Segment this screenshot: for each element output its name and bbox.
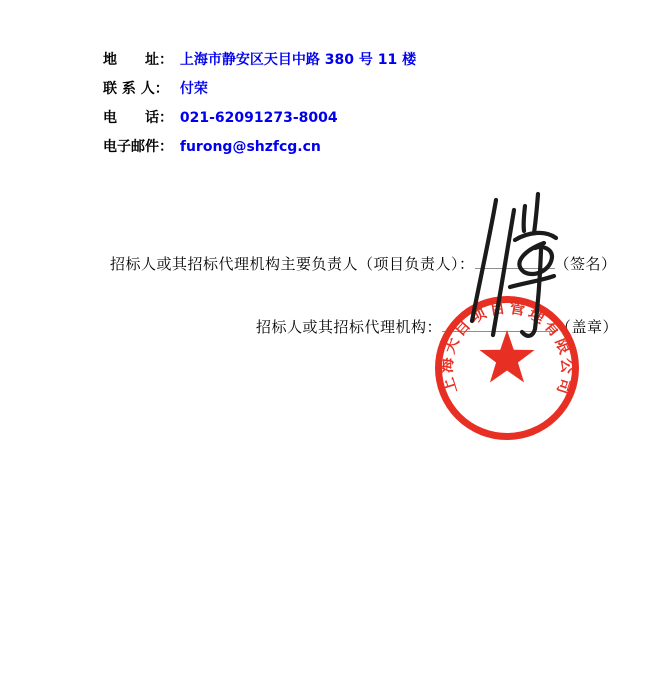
address-value: 上海市静安区天目中路 380 号 11 楼 (179, 52, 417, 68)
stamp-company-text: 上海天目项目管理有限公司 (437, 298, 577, 397)
contact-row-address (103, 46, 416, 75)
handwritten-signature (455, 188, 570, 343)
phone-value: 021-62091273-8004 (179, 110, 338, 126)
seal-suffix-label: （盖章） (556, 318, 619, 336)
contact-block (103, 46, 416, 162)
contact-row-phone (103, 104, 416, 133)
contact-row-email (103, 133, 416, 162)
signature-suffix-label: （签名） (554, 255, 617, 273)
address-label: 地 址： (103, 52, 173, 68)
email-label: 电子邮件： (103, 139, 173, 155)
signature-strokes (472, 194, 556, 336)
contact-row-person (103, 75, 416, 104)
phone-label: 电 话： (103, 110, 173, 126)
agency-label: 招标人或其招标代理机构： (256, 318, 443, 336)
contact-person-label: 联 系 人： (103, 81, 169, 97)
email-value: furong@shzfcg.cn (179, 139, 321, 155)
responsible-person-label: 招标人或其招标代理机构主要负责人（项目负责人）： (110, 255, 475, 273)
contact-person-value: 付荣 (179, 81, 208, 97)
